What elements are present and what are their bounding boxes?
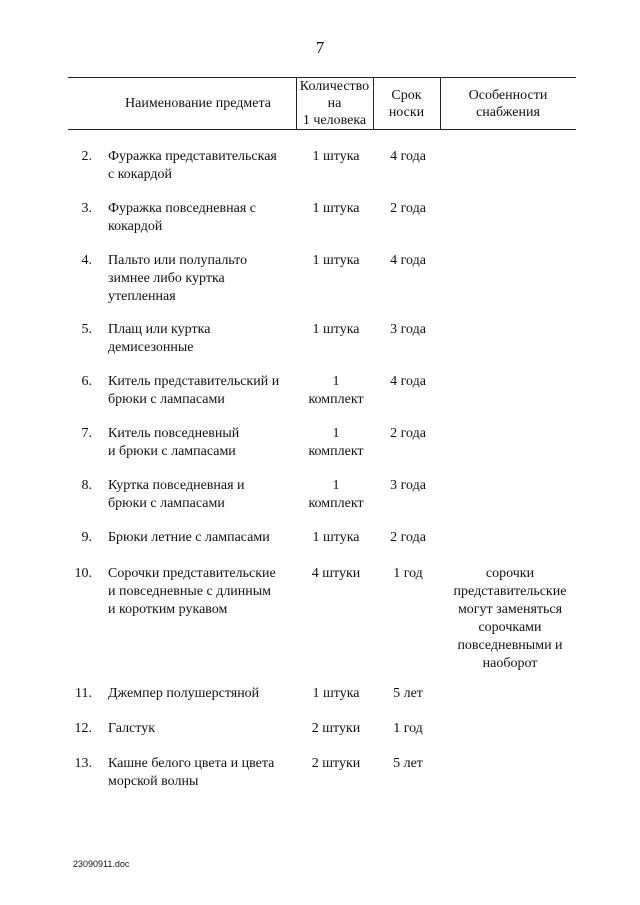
item-name: Китель повседневный и брюки с лампасами [108,426,240,459]
file-name-footer: 23090911.doc [73,859,130,869]
page-number: 7 [315,38,325,57]
item-name: Плащ или куртка демисезонные [108,322,211,355]
item-name: Брюки летние с лампасами [108,530,270,545]
item-name: Фуражка повседневная с кокардой [108,201,256,234]
wear-period: 2 года [390,530,426,545]
item-name: Джемпер полушерстяной [108,686,260,701]
header-term: Срок носки [388,88,425,120]
wear-period: 1 год [393,721,423,736]
row-number: 3. [81,201,92,216]
row-number: 9. [81,530,92,545]
wear-period: 5 лет [393,686,423,701]
item-quantity: 1 штука [312,201,360,216]
wear-period: 4 года [390,374,426,389]
row-number: 11. [75,686,92,701]
row-number: 7. [81,426,92,441]
item-name: Кашне белого цвета и цвета морской волны [108,756,275,789]
header-notes: Особенности снабжения [468,88,548,120]
row-number: 5. [81,322,92,337]
item-quantity: 1 штука [312,530,360,545]
header-name: Наименование предмета [125,96,271,111]
wear-period: 3 года [390,478,426,493]
item-name: Китель представительский и брюки с лампасами [108,374,280,407]
item-quantity: 2 штуки [311,756,361,771]
supply-note: сорочки представительские могут заменяться сорочками повседневными и наоборот [453,566,567,671]
item-quantity: 1 штука [312,253,360,268]
item-quantity: 1 комплект [308,478,364,511]
row-number: 12. [74,721,92,736]
item-quantity: 1 штука [312,149,360,164]
item-name: Сорочки представительские и повседневные с длинным и коротким рукавом [108,566,276,617]
row-number: 13. [74,756,92,771]
row-number: 2. [81,149,92,164]
item-quantity: 2 штуки [311,721,361,736]
wear-period: 4 года [390,149,426,164]
item-name: Фуражка представительская с кокардой [108,149,277,182]
item-name: Пальто или полупальто зимнее либо куртка утепленная [108,253,248,304]
wear-period: 2 года [390,426,426,441]
row-number: 10. [74,566,92,581]
row-number: 4. [81,253,92,268]
row-number: 6. [81,374,92,389]
wear-period: 5 лет [393,756,423,771]
wear-period: 1 год [393,566,423,581]
wear-period: 4 года [390,253,426,268]
wear-period: 3 года [390,322,426,337]
item-name: Галстук [108,721,156,736]
row-number: 8. [81,478,92,493]
item-quantity: 1 штука [312,686,360,701]
item-quantity: 1 комплект [308,374,364,407]
item-quantity: 1 штука [312,322,360,337]
item-name: Куртка повседневная и брюки с лампасами [108,478,245,511]
table-header-rule [68,129,576,130]
item-quantity: 4 штуки [311,566,361,581]
item-quantity: 1 комплект [308,426,364,459]
header-quantity: Количество на 1 человека [299,79,370,128]
wear-period: 2 года [390,201,426,216]
